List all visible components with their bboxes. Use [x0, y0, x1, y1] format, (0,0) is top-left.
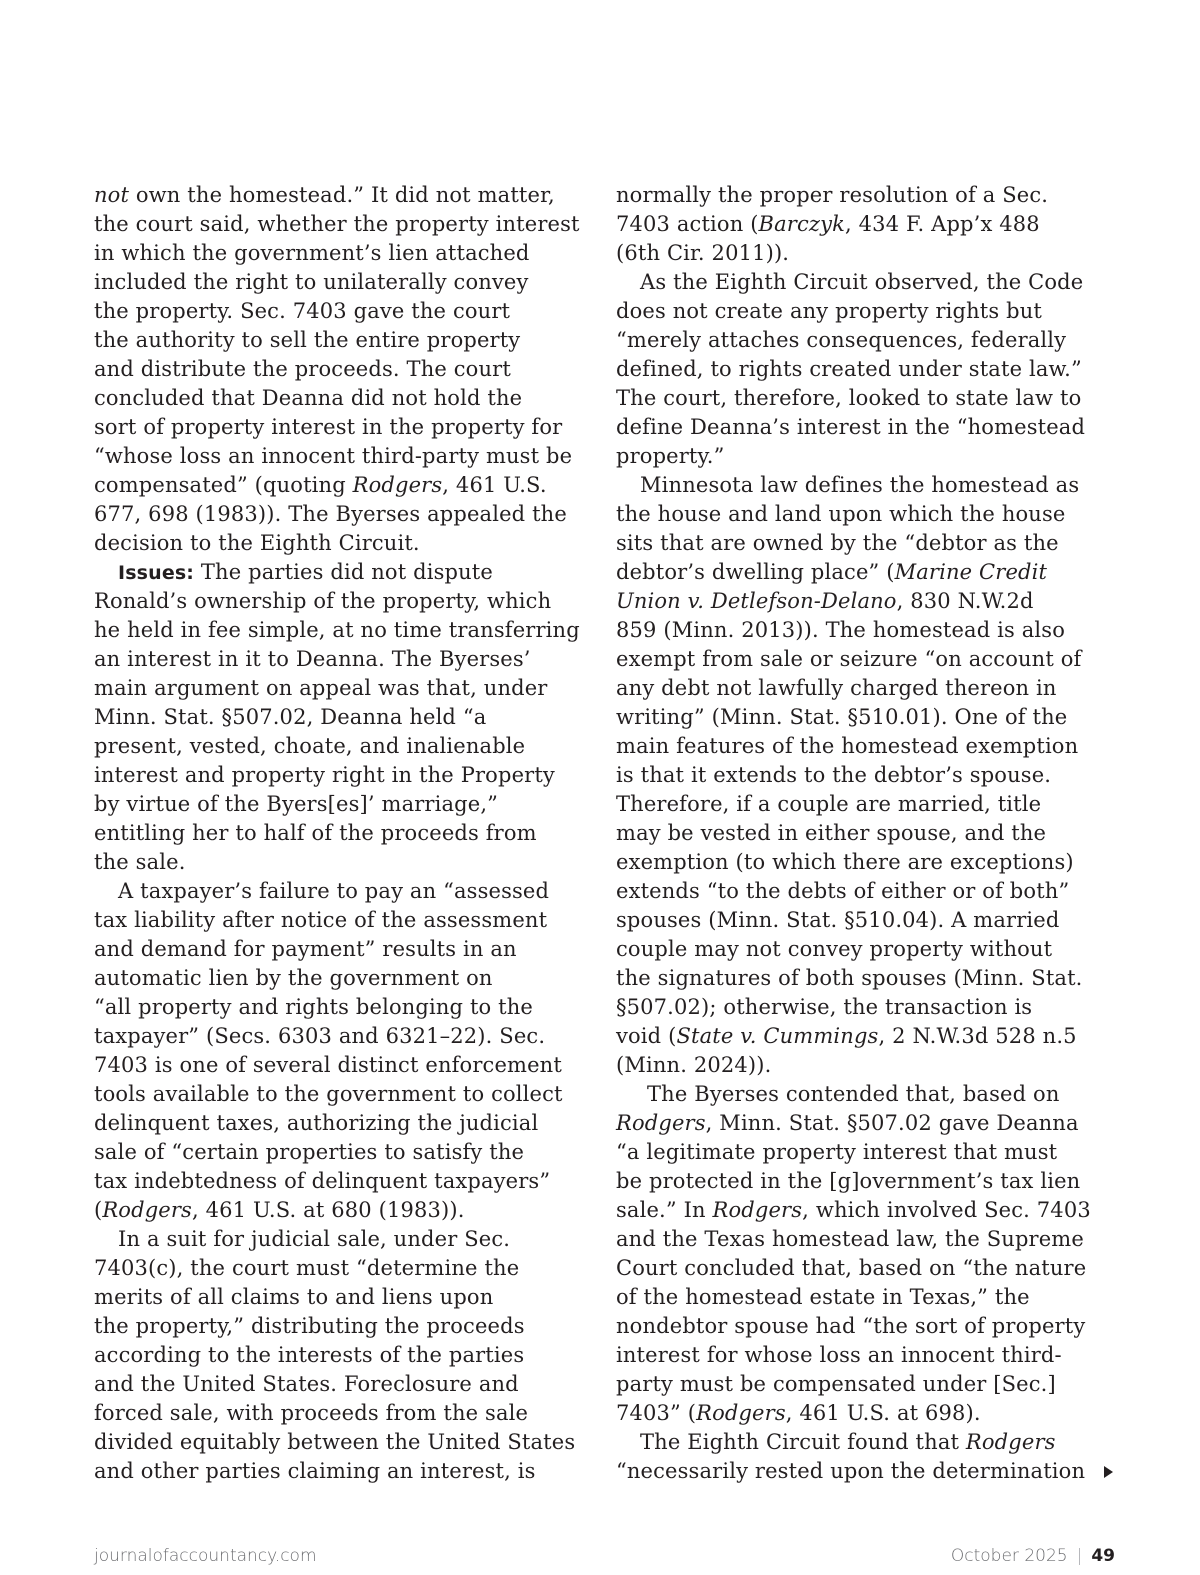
text-segment: “necessarily rested upon the determination	[616, 1459, 1086, 1483]
section-lead-in: Issues:	[118, 562, 195, 584]
text-line	[94, 297, 594, 326]
text-segment: Rodgers	[102, 1198, 192, 1222]
text-line	[616, 1051, 1126, 1080]
text-line	[94, 819, 594, 848]
text-segment: , 461 U.S.	[442, 473, 547, 497]
text-line	[94, 413, 594, 442]
text-segment: tax liability after notice of the assessment	[94, 908, 548, 932]
footer-separator: |	[1076, 1546, 1083, 1566]
text-segment: delinquent taxes, authorizing the judicial	[94, 1111, 539, 1135]
text-line	[94, 239, 594, 268]
text-segment: sits that are owned by the “debtor as the	[616, 531, 1059, 555]
text-segment: may be vested in either spouse, and the	[616, 821, 1047, 845]
text-line	[94, 906, 594, 935]
text-line	[616, 587, 1126, 616]
text-line	[94, 471, 594, 500]
text-line	[94, 1312, 594, 1341]
text-line	[94, 1196, 594, 1225]
continue-arrow-icon	[1104, 1466, 1113, 1478]
text-segment: not	[94, 183, 130, 207]
text-segment: In a suit for judicial sale, under Sec.	[118, 1227, 511, 1251]
text-segment: concluded that Deanna did not hold the	[94, 386, 523, 410]
text-segment: The Eighth Circuit found that	[640, 1430, 966, 1454]
text-line	[94, 1167, 594, 1196]
text-segment: Marine Credit	[894, 560, 1048, 584]
text-segment: included the right to unilaterally convey	[94, 270, 529, 294]
text-line	[94, 326, 594, 355]
text-segment: the sale.	[94, 850, 186, 874]
text-segment: the property. Sec. 7403 gave the court	[94, 299, 511, 323]
text-segment: exempt from sale or seizure “on account of	[616, 647, 1082, 671]
text-line	[94, 1370, 594, 1399]
text-segment: , Minn. Stat. §507.02 gave Deanna	[705, 1111, 1079, 1135]
text-segment: by virtue of the Byers[es]’ marriage,”	[94, 792, 499, 816]
text-segment: §507.02); otherwise, the transaction is	[616, 995, 1033, 1019]
text-segment: Minn. Stat. §507.02, Deanna held “a	[94, 705, 487, 729]
text-segment: the authority to sell the entire property	[94, 328, 521, 352]
text-line	[616, 1254, 1126, 1283]
text-line	[94, 761, 594, 790]
text-segment: and the Texas homestead law, the Supreme	[616, 1227, 1084, 1251]
text-line	[94, 442, 594, 471]
text-segment: extends “to the debts of either or of both”	[616, 879, 1070, 903]
text-segment: nondebtor spouse had “the sort of property	[616, 1314, 1086, 1338]
text-line	[616, 1196, 1126, 1225]
text-line	[616, 297, 1126, 326]
text-line	[616, 1167, 1126, 1196]
text-line	[616, 819, 1126, 848]
text-segment: main features of the homestead exemption	[616, 734, 1079, 758]
text-line	[616, 268, 1126, 297]
text-segment: The court, therefore, looked to state law to	[616, 386, 1082, 410]
text-segment: Rodgers	[965, 1430, 1056, 1454]
text-segment: decision to the Eighth Circuit.	[94, 531, 420, 555]
text-segment: , 830 N.W.2d	[896, 589, 1034, 613]
text-segment: couple may not convey property without	[616, 937, 1053, 961]
text-line	[94, 1080, 594, 1109]
text-line	[616, 993, 1126, 1022]
text-line	[94, 1399, 594, 1428]
text-segment: tax indebtedness of delinquent taxpayers”	[94, 1169, 551, 1193]
text-segment: , 434 F. App’x 488	[845, 212, 1040, 236]
text-segment: automatic lien by the government on	[94, 966, 493, 990]
text-segment: entitling her to half of the proceeds from	[94, 821, 537, 845]
text-segment: , which involved Sec. 7403	[802, 1198, 1091, 1222]
text-segment: “merely attaches consequences, federally	[616, 328, 1067, 352]
text-segment: “all property and rights belonging to the	[94, 995, 534, 1019]
text-segment: sale of “certain properties to satisfy the	[94, 1140, 525, 1164]
text-segment: own the homestead.” It did not matter,	[129, 183, 555, 207]
text-line	[94, 790, 594, 819]
text-line	[94, 848, 594, 877]
page-footer	[94, 1546, 1115, 1570]
text-segment: 859 (Minn. 2013)). The homestead is also	[616, 618, 1065, 642]
text-line	[616, 964, 1126, 993]
text-segment: merits of all claims to and liens upon	[94, 1285, 494, 1309]
page-number: 49	[1091, 1546, 1115, 1566]
text-line	[94, 1225, 594, 1254]
text-line	[94, 993, 594, 1022]
text-segment: the house and land upon which the house	[616, 502, 1066, 526]
text-segment: compensated” (quoting	[94, 473, 353, 497]
text-segment: of the homestead estate in Texas,” the	[616, 1285, 1030, 1309]
text-line	[616, 210, 1126, 239]
text-segment: present, vested, choate, and inalienable	[94, 734, 526, 758]
text-line	[94, 1254, 594, 1283]
text-line	[616, 500, 1126, 529]
text-segment: and distribute the proceeds. The court	[94, 357, 511, 381]
text-line	[94, 1051, 594, 1080]
text-segment: and demand for payment” results in an	[94, 937, 517, 961]
left-text-column	[94, 181, 594, 1486]
text-segment: forced sale, with proceeds from the sale	[94, 1401, 529, 1425]
text-segment: he held in fee simple, at no time transferring	[94, 618, 580, 642]
text-segment: does not create any property rights but	[616, 299, 1043, 323]
right-text-column	[616, 181, 1126, 1486]
text-segment: Union v. Detlefson-Delano	[616, 589, 897, 613]
text-line	[94, 1283, 594, 1312]
text-segment: and the United States. Foreclosure and	[94, 1372, 519, 1396]
text-line	[94, 181, 594, 210]
text-segment: in which the government’s lien attached	[94, 241, 530, 265]
text-line	[616, 1109, 1126, 1138]
text-line	[616, 442, 1126, 471]
text-segment: Barczyk	[758, 212, 846, 236]
text-segment: 7403 action (	[616, 212, 759, 236]
text-segment: Rodgers	[696, 1401, 786, 1425]
text-segment: the signatures of both spouses (Minn. Stat.	[616, 966, 1083, 990]
footer-issue-date: October 2025	[950, 1546, 1068, 1566]
text-segment: be protected in the [g]overnment’s tax lien	[616, 1169, 1081, 1193]
text-segment: (6th Cir. 2011)).	[616, 241, 790, 265]
text-line	[616, 703, 1126, 732]
text-segment: normally the proper resolution of a Sec.	[616, 183, 1049, 207]
text-line	[616, 355, 1126, 384]
text-line	[616, 616, 1126, 645]
text-segment: any debt not lawfully charged thereon in	[616, 676, 1057, 700]
text-line	[616, 1080, 1126, 1109]
text-line	[94, 1428, 594, 1457]
text-segment: is that it extends to the debtor’s spouse.	[616, 763, 1052, 787]
text-segment: , 461 U.S. at 698).	[785, 1401, 981, 1425]
text-line	[94, 268, 594, 297]
text-line	[94, 558, 594, 587]
text-line	[616, 645, 1126, 674]
text-segment: 677, 698 (1983)). The Byerses appealed the	[94, 502, 567, 526]
text-segment: The parties did not dispute	[194, 560, 493, 584]
text-line	[616, 1312, 1126, 1341]
text-segment: (Minn. 2024)).	[616, 1053, 772, 1077]
text-line	[616, 413, 1126, 442]
text-line	[94, 703, 594, 732]
text-line	[616, 1370, 1126, 1399]
text-segment: Minnesota law defines the homestead as	[640, 473, 1080, 497]
text-line	[616, 529, 1126, 558]
text-line	[616, 1283, 1126, 1312]
text-line	[94, 732, 594, 761]
text-line	[94, 355, 594, 384]
text-segment: an interest in it to Deanna. The Byerses’	[94, 647, 531, 671]
text-segment: interest for whose loss an innocent third-	[616, 1343, 1062, 1367]
text-segment: sort of property interest in the property for	[94, 415, 563, 439]
text-line	[616, 181, 1126, 210]
text-segment: 7403 is one of several distinct enforcement	[94, 1053, 562, 1077]
text-segment: the court said, whether the property interest	[94, 212, 580, 236]
text-line	[94, 1341, 594, 1370]
text-segment: , 2 N.W.3d 528 n.5	[878, 1024, 1077, 1048]
footer-website: journalofaccountancy.com	[94, 1546, 317, 1566]
text-segment: Rodgers	[352, 473, 443, 497]
text-line	[616, 790, 1126, 819]
text-segment: exemption (to which there are exceptions)	[616, 850, 1074, 874]
text-line	[616, 1022, 1126, 1051]
text-line	[616, 239, 1126, 268]
text-segment: The Byerses contended that, based on	[647, 1082, 1060, 1106]
text-line	[616, 761, 1126, 790]
text-segment: interest and property right in the Property	[94, 763, 555, 787]
text-segment: tools available to the government to collect	[94, 1082, 563, 1106]
text-segment: and other parties claiming an interest, is	[94, 1459, 536, 1483]
text-line	[94, 1457, 594, 1486]
text-segment: according to the interests of the parties	[94, 1343, 525, 1367]
text-segment: main argument on appeal was that, under	[94, 676, 548, 700]
text-segment: taxpayer” (Secs. 6303 and 6321–22). Sec.	[94, 1024, 546, 1048]
text-line	[616, 1428, 1126, 1457]
footer-issue	[951, 1546, 1115, 1566]
text-segment: the property,” distributing the proceeds	[94, 1314, 525, 1338]
text-line	[94, 674, 594, 703]
text-line	[94, 1109, 594, 1138]
text-line	[94, 210, 594, 239]
text-line	[616, 1341, 1126, 1370]
text-line	[616, 1138, 1126, 1167]
text-line	[616, 674, 1126, 703]
text-segment: “a legitimate property interest that must	[616, 1140, 1058, 1164]
text-line	[94, 1022, 594, 1051]
text-segment: debtor’s dwelling place” (	[616, 560, 895, 584]
text-segment: 7403(c), the court must “determine the	[94, 1256, 520, 1280]
text-segment: spouses (Minn. Stat. §510.04). A married	[616, 908, 1060, 932]
text-segment: Ronald’s ownership of the property, which	[94, 589, 552, 613]
text-segment: 7403” (	[616, 1401, 697, 1425]
text-line	[616, 732, 1126, 761]
text-line	[616, 384, 1126, 413]
text-segment: define Deanna’s interest in the “homestead	[616, 415, 1086, 439]
text-segment: property.”	[616, 444, 725, 468]
text-line	[94, 587, 594, 616]
text-segment: Court concluded that, based on “the nature	[616, 1256, 1087, 1280]
text-segment: As the Eighth Circuit observed, the Code	[640, 270, 1084, 294]
text-line	[616, 935, 1126, 964]
text-segment: “whose loss an innocent third-party must be	[94, 444, 573, 468]
text-line	[94, 935, 594, 964]
text-segment: party must be compensated under [Sec.]	[616, 1372, 1056, 1396]
text-line	[616, 558, 1126, 587]
text-line	[94, 384, 594, 413]
text-segment: divided equitably between the United States	[94, 1430, 576, 1454]
text-line	[94, 964, 594, 993]
text-line	[616, 471, 1126, 500]
text-line	[94, 645, 594, 674]
text-line	[616, 877, 1126, 906]
text-line	[616, 1399, 1126, 1428]
text-line	[616, 1225, 1126, 1254]
text-segment: sale.” In	[616, 1198, 713, 1222]
text-segment: writing” (Minn. Stat. §510.01). One of the	[616, 705, 1068, 729]
text-line	[94, 616, 594, 645]
text-segment: Therefore, if a couple are married, title	[616, 792, 1042, 816]
text-line	[94, 529, 594, 558]
text-line	[616, 906, 1126, 935]
text-segment: State v. Cummings	[676, 1024, 879, 1048]
text-line	[94, 1138, 594, 1167]
text-segment: Rodgers	[616, 1111, 706, 1135]
text-line	[616, 326, 1126, 355]
text-line	[616, 1457, 1126, 1486]
text-segment: , 461 U.S. at 680 (1983)).	[191, 1198, 465, 1222]
text-segment: Rodgers	[712, 1198, 803, 1222]
text-segment: void (	[616, 1024, 677, 1048]
text-line	[94, 500, 594, 529]
text-line	[94, 877, 594, 906]
text-segment: (	[94, 1198, 103, 1222]
text-segment: defined, to rights created under state law.”	[616, 357, 1082, 381]
text-line	[616, 848, 1126, 877]
text-segment: A taxpayer’s failure to pay an “assessed	[118, 879, 550, 903]
